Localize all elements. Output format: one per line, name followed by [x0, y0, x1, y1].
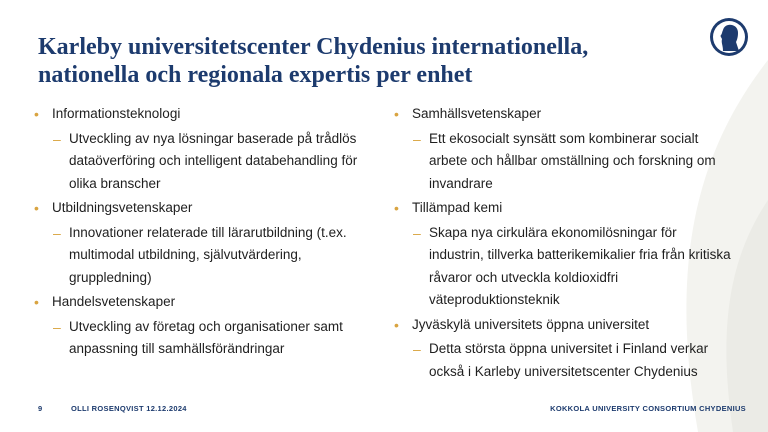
bullet-text: Detta största öppna universitet i Finland verkar också i Karleby universitetscenter Chydenius [429, 341, 709, 379]
bullet-dot-icon: • [34, 294, 39, 310]
sub-bullet-item [393, 222, 733, 312]
sub-bullet-item [393, 128, 733, 196]
sub-bullet-item [393, 338, 733, 383]
bullet-item [393, 103, 733, 126]
bullet-dot-icon: • [394, 106, 399, 122]
bullet-dash-icon: – [413, 224, 421, 241]
slide-title-line-1: Karleby universitetscenter Chydenius internationella, [38, 34, 589, 60]
bullet-dot-icon: • [394, 316, 399, 333]
slide-title-line-2: nationella och regionala expertis per enhet [38, 62, 473, 88]
profile-silhouette-logo-icon [709, 17, 749, 57]
sub-bullet-item [33, 128, 373, 196]
bullet-dot-icon: • [34, 200, 39, 216]
footer-author-date: OLLI ROSENQVIST 12.12.2024 [71, 404, 187, 413]
sub-bullet-item [33, 222, 373, 290]
bullet-item [393, 197, 733, 220]
bullet-dot-icon: • [34, 106, 39, 122]
footer-page-number: 9 [38, 404, 43, 413]
bullet-item [393, 314, 733, 337]
bullet-text: Innovationer relaterade till lärarutbildning (t.ex. multimodal utbildning, självutvärdering, gruppledning) [69, 224, 347, 285]
bullet-item [33, 291, 373, 314]
bullet-dash-icon: – [413, 341, 421, 357]
bullet-dash-icon: – [53, 224, 61, 241]
sub-bullet-item [33, 316, 373, 361]
bullet-dash-icon: – [413, 130, 421, 147]
slide-title [38, 33, 688, 89]
bullet-item [33, 197, 373, 220]
bullet-text: Informationsteknologi [52, 106, 181, 121]
bullet-text: Utbildningsvetenskaper [52, 200, 193, 215]
bullet-text: Samhällsvetenskaper [412, 106, 542, 121]
bullet-text: Ett ekosocialt synsätt som kombinerar socialt arbete och hållbar omställning och forskning om invandrare [429, 130, 716, 191]
bullet-text: Utveckling av företag och organisationer samt anpassning till samhällsförändringar [69, 318, 343, 356]
footer-organization: KOKKOLA UNIVERSITY CONSORTIUM CHYDENIUS [550, 404, 746, 413]
bullet-dash-icon: – [53, 318, 61, 335]
right-column [393, 103, 733, 385]
bullet-text: Utveckling av nya lösningar baserade på trådlös dataöverföring och intelligent databehandling för olika branscher [69, 130, 358, 191]
bullet-text: Jyväskylä universitets öppna universitet [412, 316, 650, 332]
bullet-dash-icon: – [53, 130, 61, 147]
bullet-dot-icon: • [394, 200, 399, 216]
bullet-text: Skapa nya cirkulära ekonomilösningar för industrin, tillverka batterikemikalier fria från kritiska råvaror och utveckla koldioxidfri väteproduktionsteknik [429, 224, 731, 307]
bullet-text: Tillämpad kemi [412, 200, 503, 215]
left-column [33, 103, 373, 363]
bullet-text: Handelsvetenskaper [52, 294, 176, 309]
bullet-item [33, 103, 373, 126]
